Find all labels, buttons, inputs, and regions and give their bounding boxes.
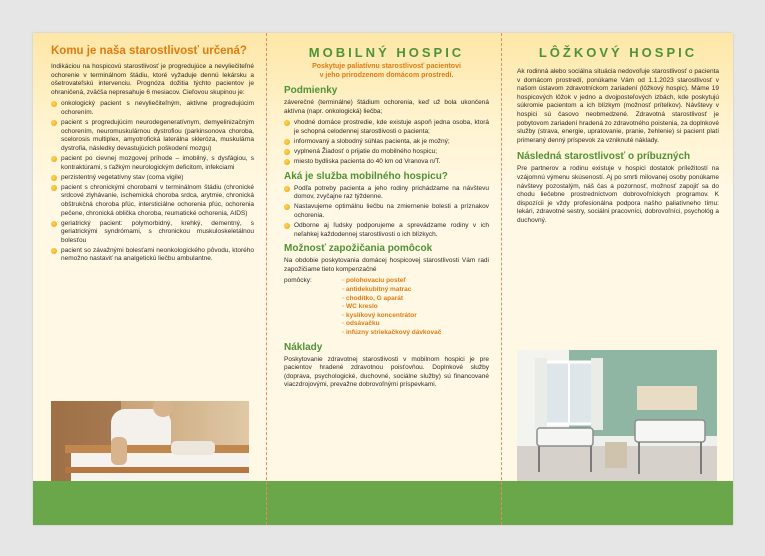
bullet-icon xyxy=(284,139,290,145)
brochure-sheet xyxy=(33,33,733,525)
list-item: geriatrický pacient: polymorbidný, krehký, dementný, s geriatrickými syndrómami, s chronickou muskuloskeletálnou bolesťou xyxy=(51,220,254,246)
service-heading: Aká je služba mobilného hospicu? xyxy=(284,170,448,182)
aid-item: · odsávačku xyxy=(342,320,441,329)
list-item: pacient po cievnej mozgovej príhode – imobilný, s dysfágiou, s kontraktúrami, s ťažkým neurologickým deficitom, infekciami xyxy=(51,155,254,172)
costs-text: Poskytovanie zdravotnej starostlivosti v mobilnom hospici je pre pacientov hradené zdravotnou poisťovňou. Doplnkové služby (doprava, psychologické, duchovné, sociálne služby) sú financované viaczdrojovými, prevažne dobrovoľnými príspevkami. xyxy=(284,355,489,389)
costs-heading: Náklady xyxy=(284,341,323,353)
bullet-icon xyxy=(51,221,57,227)
aid-item: · polohovaciu posteľ xyxy=(342,277,441,286)
bullet-icon xyxy=(51,175,57,181)
bullet-icon xyxy=(284,149,290,155)
conditions-heading: Podmienky xyxy=(284,85,338,96)
bullet-icon xyxy=(284,159,290,165)
aid-item: · kyslíkový koncentrátor xyxy=(342,312,441,321)
aid-item: · chodítko, G aparát xyxy=(342,295,441,304)
list-item: vyplnená Žiadosť o prijatie do mobilného hospicu; xyxy=(284,148,489,157)
bullet-icon xyxy=(284,186,290,192)
bullet-icon xyxy=(51,120,57,126)
hospice-room-illustration xyxy=(517,350,717,481)
list-item: informovaný a slobodný súhlas pacienta, ak je možný; xyxy=(284,138,489,147)
family-heading: Následná starostlivosť o príbuzných xyxy=(517,151,691,163)
list-item: pacient so závažnými bolesťami neonkologického pôvodu, ktorého nemožno nastaviť na analgetickú liečbu ambulantne. xyxy=(51,247,254,264)
list-item: Odborne aj ľudsky podporujeme a sprevádzame rodiny v ich neľahkej každodennej starostlivosti o ich blízkych. xyxy=(284,222,489,239)
bullet-icon xyxy=(284,204,290,210)
hospice-room-photo xyxy=(517,350,717,481)
aids-label: pomôcky: xyxy=(284,277,312,285)
conditions-list xyxy=(284,119,489,166)
aids-block xyxy=(284,277,489,337)
aid-item: · WC kreslo xyxy=(342,303,441,312)
aids-list xyxy=(342,277,441,337)
bullet-icon xyxy=(51,156,57,162)
aids-intro: Na obdobie poskytovania domácej hospicovej starostlivosti Vám radi zapožičiame tieto kompenzačné xyxy=(284,257,489,273)
target-group-list xyxy=(51,100,254,264)
service-list xyxy=(284,185,489,240)
panel1-heading: Komu je naša starostlivosť určená? xyxy=(51,45,247,57)
caregiver-photo xyxy=(51,401,249,481)
bullet-icon xyxy=(51,248,57,254)
panel1-intro: Indikáciou na hospicovú starostlivosť je progredujúce a nevyliečiteľné ochorenie v terminálnom štádiu, ktoré vyžaduje dennú lekársku a ošetrovateľskú intervenciu. Prognóza dožitia týchto pacientov je ohraničená, zväčša nepresahuje 6 mesiacov. Cieľovou skupinou je: xyxy=(51,63,254,96)
aid-item: · infúzny striekačkový dávkovač xyxy=(342,329,441,338)
caregiver-illustration xyxy=(51,401,249,481)
panel-mobile-hospice xyxy=(268,33,501,481)
bullet-icon xyxy=(284,223,290,229)
list-item: miesto bydliska pacienta do 40 km od Vranova n/T. xyxy=(284,158,489,167)
bullet-icon xyxy=(284,120,290,126)
list-item: pacient s chronickými chorobami v terminálnom štádiu (chronické srdcové zlyhávanie, ischemická choroba srdca, arytmie, chronická obštrukčná choroba pľúc, intersticiálne ochorenia pľúc, ochorenia pečene, chronická oblička choroba, reumatické ochorenia, AIDS) xyxy=(51,184,254,218)
aid-item: · antidekubitný matrac xyxy=(342,286,441,295)
bottom-green-band xyxy=(33,481,733,525)
bullet-icon xyxy=(51,101,57,107)
mobile-hospice-title: MOBILNÝ HOSPIC xyxy=(308,45,465,60)
mobile-hospice-subtitle: Poskytuje paliatívnu starostlivosť pacientovi v jeho prirodzenom domácom prostredí. xyxy=(312,63,461,79)
list-item: pacient s progredujúcim neurodegeneratívnym, demyelinizačným ochorením, neuromuskulárnou dystrofiou (parkinsonova choroba, scelorosis multiplex, amyotrofická laterálna skleróza, muskulárna dystrofia, následky devastujúcich poškodení mozgu) xyxy=(51,119,254,153)
list-item: perzistentný vegetatívny stav (coma vigile) xyxy=(51,174,254,183)
list-item: onkologický pacient s nevyliečiteľným, aktívne progredujúcim ochorením. xyxy=(51,100,254,117)
aids-heading: Možnosť zapožičania pomôcok xyxy=(284,243,433,255)
family-text: Pre partnerov a rodinu existuje v hospici dostatok príležitostí na vzájomnú výmenu skúseností. Aj po smrti milovanej osoby ponúkame návštevy pozostalým, náš čas a pozornosť, možnosť zapojiť sa do chodu liečebne prostredníctvom dobrovoľníckych programov. K dispozícii je vždy profesionálna podpora našho paliatívneho tímu: lekári, zdravotné sestry, sociálni pracovníci, dobrovoľníci, psychológ a duchovný. xyxy=(517,165,719,224)
inpatient-text: Ak rodinná alebo sociálna situácia nedovoľuje starostlivosť o pacienta v domácom prostredí, ponúkame Vám od 1.1.2023 starostlivosť v našom ústavom zdravotníckom zariadení (lôžkový hospic). Máme 19 hospicových lôžok v jedno a dvojposteľových izbách, kde poskytujú súkromie pacientom a ich blízkym (možnosť prítelkov). Návštevy v hospici sú časovo neobmedzené. Zdravotná starostlivosť je pobytovom zariadení hradená zo zdravotného poistenia, za doplnkové služby (strava, energie, upratovanie, pranie, žehlenie) si pacient platí primeraný denný príspevok za vzniknuté náklady. xyxy=(517,68,719,144)
list-item: vhodné domáce prostredie, kde existuje aspoň jedna osoba, ktorá je schopná celodennej starostlivosti o pacienta; xyxy=(284,119,489,136)
inpatient-hospice-title: LÔŽKOVÝ HOSPIC xyxy=(538,45,698,60)
conditions-intro: záverečné (terminálne) štádium ochorenia, keď už bola ukončená aktívna (napr. onkologická) liečba; xyxy=(284,99,489,115)
list-item: Podľa potreby pacienta a jeho rodiny prichádzame na návštevu domov, zvyčajne raz týždenne. xyxy=(284,185,489,202)
list-item: Nastavujeme optimálnu liečbu na zmiernenie bolesti a príznakov ochorenia. xyxy=(284,203,489,220)
bullet-icon xyxy=(51,185,57,191)
